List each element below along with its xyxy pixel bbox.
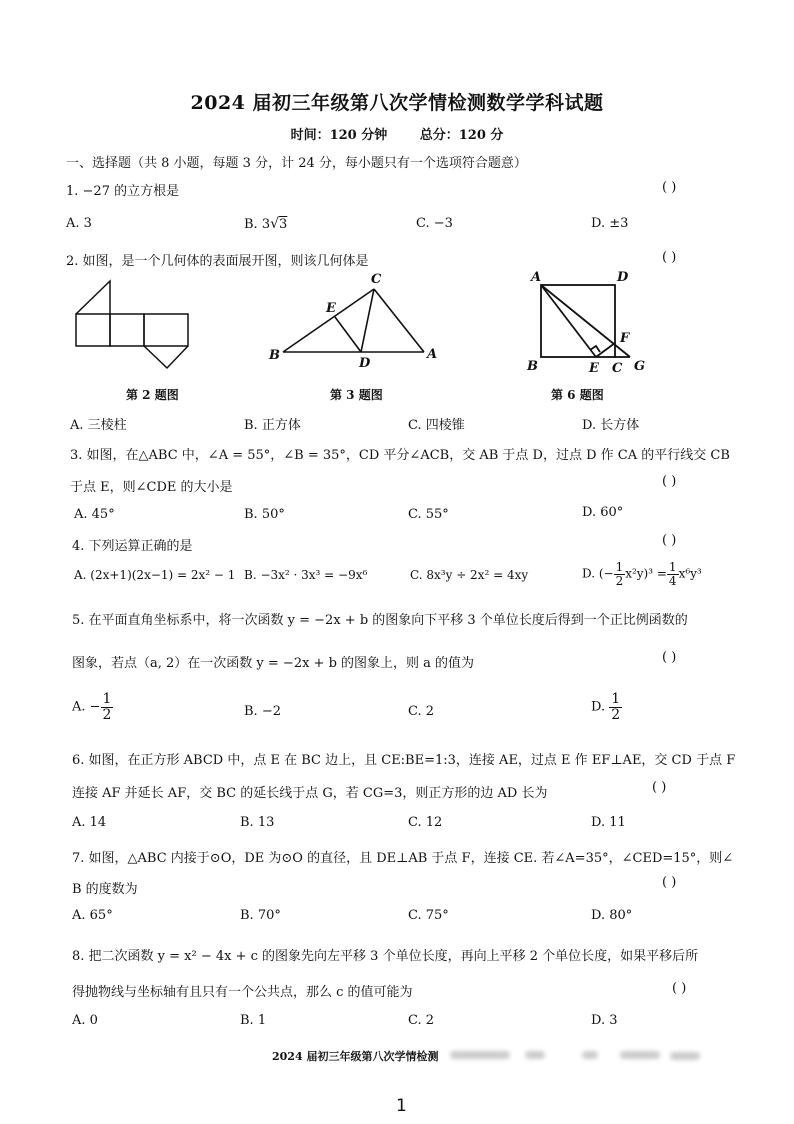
q5-option-b: B. −2 bbox=[244, 704, 281, 719]
q1-stem: 1. −27 的立方根是 bbox=[66, 184, 180, 199]
section-heading: 一、选择题（共 8 小题，每题 3 分，计 24 分，每小题只有一个选项符合题意） bbox=[66, 156, 527, 171]
q4-answer-blank: ( ) bbox=[662, 533, 677, 548]
q5-answer-blank: ( ) bbox=[662, 650, 677, 665]
q4-option-b: B. −3x² · 3x³ = −9x⁶ bbox=[244, 568, 368, 582]
fig3-label-b: B bbox=[269, 348, 280, 363]
q5-option-c: C. 2 bbox=[408, 704, 435, 719]
footer-blurred-text bbox=[525, 1051, 545, 1059]
q2-answer-blank: ( ) bbox=[662, 250, 677, 265]
q1-answer-blank: ( ) bbox=[662, 180, 677, 195]
q1-option-b: B. 3√3 bbox=[244, 216, 288, 232]
fig6-label-d: D bbox=[617, 270, 629, 285]
q5-stem-line1: 5. 在平面直角坐标系中，将一次函数 y = −2x + b 的图象向下平移 3 个单位长度后得到一个正比例函数的 bbox=[72, 613, 688, 628]
q4-option-d: D. (− $\frac{1}{2}$ x²y)³ = $\frac{1}{4}$ x⁶y³ bbox=[582, 560, 702, 588]
footer-blurred-text bbox=[670, 1052, 700, 1060]
q2-option-b: B. 正方体 bbox=[244, 418, 301, 433]
page-number: 1 bbox=[396, 1096, 407, 1116]
q2-stem: 2. 如图，是一个几何体的表面展开图，则该几何体是 bbox=[66, 254, 369, 269]
q6-answer-blank: ( ) bbox=[652, 780, 667, 795]
fig3-label-c: C bbox=[371, 272, 382, 287]
q1-option-c: C. −3 bbox=[416, 216, 453, 231]
q6-stem-line2: 连接 AF 并延长 AF，交 BC 的延长线于点 G，若 CG=3，则正方形的边 AD 长为 bbox=[72, 786, 548, 801]
q7-stem-line1: 7. 如图，△ABC 内接于⊙O，DE 为⊙O 的直径，且 DE⊥AB 于点 F，连接 CE. 若∠A=35°，∠CED=15°，则∠ bbox=[72, 851, 734, 866]
caption-fig-6: 第 6 题图 bbox=[551, 388, 604, 402]
q1-option-a: A. 3 bbox=[66, 216, 92, 231]
exam-total-score: 总分：120 分 bbox=[419, 128, 504, 143]
q5-option-d: D. $\frac{1}{2}$ bbox=[591, 691, 621, 723]
q3-option-d: D. 60° bbox=[582, 505, 624, 520]
q2-option-c: C. 四棱锥 bbox=[408, 418, 465, 433]
q3-option-a: A. 45° bbox=[74, 507, 115, 522]
q7-option-b: B. 70° bbox=[240, 908, 281, 923]
q4-option-c: C. 8x³y ÷ 2x² = 4xy bbox=[410, 568, 529, 582]
q4-stem: 4. 下列运算正确的是 bbox=[72, 539, 193, 554]
fig6-label-e: E bbox=[589, 361, 599, 376]
footer-blurred-text bbox=[620, 1051, 660, 1059]
q8-stem-line2: 得抛物线与坐标轴有且只有一个公共点，那么 c 的值可能为 bbox=[72, 985, 413, 1000]
q6-option-d: D. 11 bbox=[591, 815, 626, 830]
q7-stem-line2: B 的度数为 bbox=[72, 882, 138, 897]
q7-answer-blank: ( ) bbox=[662, 875, 677, 890]
exam-time: 时间：120 分钟 bbox=[290, 128, 388, 143]
fig6-label-f: F bbox=[620, 331, 630, 346]
fig6-label-c: C bbox=[612, 361, 623, 376]
q7-option-d: D. 80° bbox=[591, 908, 633, 923]
fig6-label-b: B bbox=[527, 359, 538, 374]
q6-stem-line1: 6. 如图，在正方形 ABCD 中，点 E 在 BC 边上，且 CE:BE=1:3，连接 AE，过点 E 作 EF⊥AE，交 CD 于点 F bbox=[72, 753, 736, 768]
q5-option-a: A. − $\frac{1}{2}$ bbox=[72, 691, 112, 723]
q3-stem-line2: 于点 E，则∠CDE 的大小是 bbox=[70, 480, 233, 495]
q3-option-c: C. 55° bbox=[408, 507, 449, 522]
fig6-label-g: G bbox=[634, 359, 646, 374]
fig3-label-d: D bbox=[359, 356, 371, 371]
q7-option-a: A. 65° bbox=[72, 908, 113, 923]
q6-option-a: A. 14 bbox=[72, 815, 107, 830]
q3-option-b: B. 50° bbox=[244, 507, 285, 522]
q8-option-c: C. 2 bbox=[408, 1013, 435, 1028]
footer-blurred-text bbox=[582, 1051, 598, 1059]
fig3-label-a: A bbox=[427, 347, 438, 362]
q3-answer-blank: ( ) bbox=[662, 474, 677, 489]
fig6-label-a: A bbox=[531, 270, 542, 285]
footer-blurred-text bbox=[450, 1051, 510, 1059]
caption-fig-3: 第 3 题图 bbox=[330, 388, 383, 402]
q8-option-a: A. 0 bbox=[72, 1013, 98, 1028]
q2-option-d: D. 长方体 bbox=[582, 418, 640, 433]
caption-fig-2: 第 2 题图 bbox=[126, 388, 179, 402]
fig3-label-e: E bbox=[326, 301, 336, 316]
q3-stem-line1: 3. 如图，在△ABC 中，∠A = 55°，∠B = 35°，CD 平分∠ACB，交 AB 于点 D，过点 D 作 CA 的平行线交 CB bbox=[70, 448, 730, 463]
q2-option-a: A. 三棱柱 bbox=[70, 418, 127, 433]
q1-option-d: D. ±3 bbox=[591, 216, 629, 231]
q8-option-b: B. 1 bbox=[240, 1013, 267, 1028]
q5-stem-line2: 图象，若点（a, 2）在一次函数 y = −2x + b 的图象上，则 a 的值为 bbox=[72, 656, 475, 671]
q8-stem-line1: 8. 把二次函数 y = x² − 4x + c 的图象先向左平移 3 个单位长度，再向上平移 2 个单位长度，如果平移后所 bbox=[72, 949, 699, 964]
q8-answer-blank: ( ) bbox=[672, 981, 687, 996]
q8-option-d: D. 3 bbox=[591, 1013, 618, 1028]
q7-option-c: C. 75° bbox=[408, 908, 449, 923]
q4-option-a: A. (2x+1)(2x−1) = 2x² − 1 bbox=[74, 568, 236, 582]
page-title: 2024 届初三年级第八次学情检测数学学科试题 bbox=[190, 92, 604, 114]
footer-text: 2024 届初三年级第八次学情检测 bbox=[272, 1050, 439, 1063]
q6-option-b: B. 13 bbox=[240, 815, 275, 830]
q6-option-c: C. 12 bbox=[408, 815, 443, 830]
